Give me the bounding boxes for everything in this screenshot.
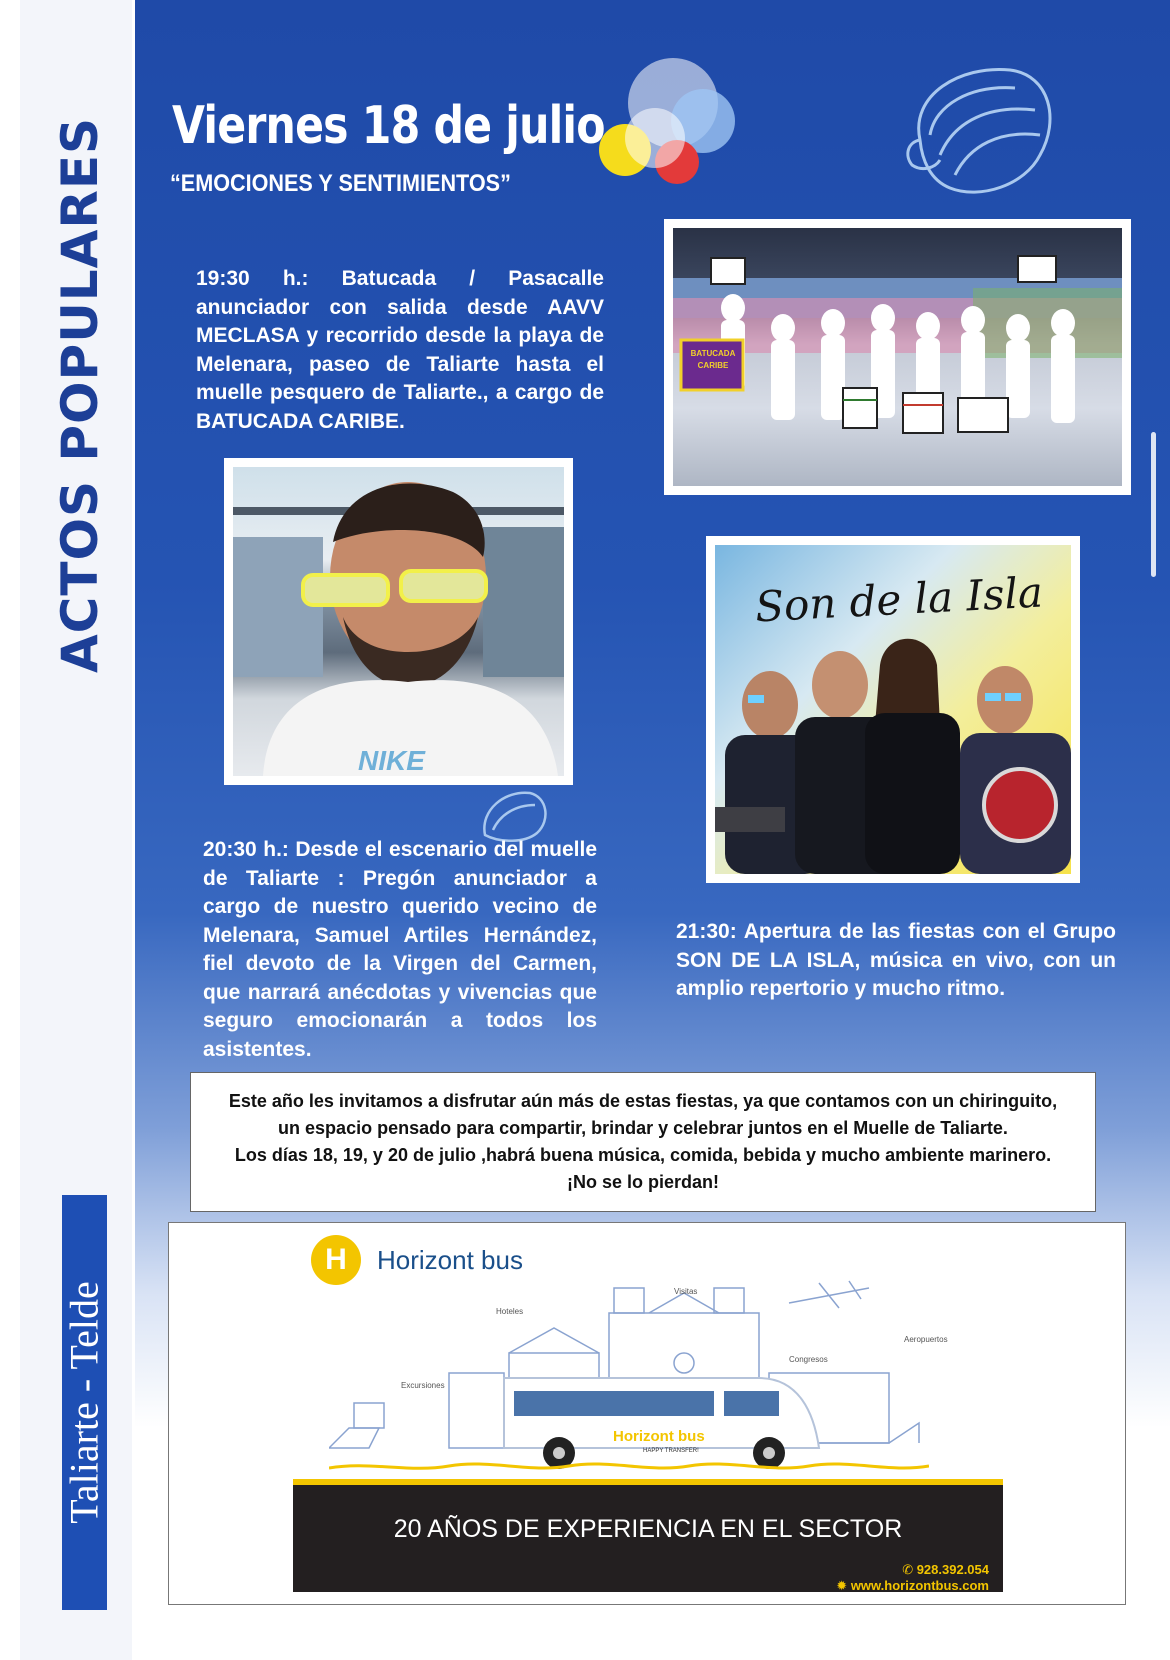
sun-icon: ✹ <box>836 1578 851 1593</box>
section-title-text: ACTOS POPULARES <box>51 116 110 674</box>
band-photo-title: Son de la Isla <box>753 567 1045 632</box>
ad-website[interactable] <box>836 1578 989 1594</box>
bubbles-decoration <box>585 55 735 195</box>
bus-side-text: Horizont bus <box>613 1428 705 1445</box>
band-photo <box>706 536 1080 883</box>
batucada-banner-text: BATUCADA CARIBE <box>690 349 736 370</box>
label-excursiones: Excursiones <box>401 1381 445 1390</box>
ad-slogan-band <box>293 1479 1003 1592</box>
label-hoteles: Hoteles <box>496 1307 524 1316</box>
bus-tagline: HAPPY TRANSFER! <box>643 1448 699 1454</box>
event-3-text: 21:30: Apertura de las fiestas con el Grupo SON DE LA ISLA, música en vivo, con un amplio repertorio y mucho ritmo. <box>676 920 1116 1000</box>
page-title: Viernes 18 de julio <box>172 96 605 156</box>
side-margin <box>0 0 135 1660</box>
shirt-logo-text: NIKE <box>358 745 425 776</box>
location-text: Taliarte - Telde <box>62 1281 108 1524</box>
ad-website-url: www.horizontbus.com <box>850 1578 989 1593</box>
label-congresos: Congresos <box>789 1355 828 1364</box>
shell-icon <box>900 60 1060 210</box>
batucada-photo <box>664 219 1131 495</box>
bus-illustration <box>329 1273 929 1483</box>
event-2-text: 20:30 h.: Desde el escenario del muelle de Taliarte : Pregón anunciador a cargo de nuestro querido vecino de Melenara, Samuel Artiles Hernández, fiel devoto de la Virgen del Carmen, que narrará anécdotas y vivencias que seguro emocionarán a todos los asistentes. <box>203 838 597 1061</box>
label-visitas: Visitas <box>674 1287 698 1296</box>
scrollbar-thumb[interactable] <box>1151 432 1156 577</box>
page-subtitle: “EMOCIONES Y SENTIMIENTOS” <box>170 170 511 197</box>
notice-line-1: Este año les invitamos a disfrutar aún más de estas fiestas, ya que contamos con un chiringuito, <box>228 1091 1058 1111</box>
ad-phone-number: 928.392.054 <box>916 1562 989 1577</box>
event-1-text: 19:30 h.: Batucada / Pasacalle anunciador con salida desde AAVV MECLASA y recorrido desde la playa de Melenara, paseo de Taliarte hasta el muelle pesquero de Taliarte., a cargo de BATUCADA CARIBE. <box>196 267 604 433</box>
chiringuito-notice <box>190 1072 1096 1212</box>
location-label <box>62 1195 107 1610</box>
section-title <box>50 116 110 674</box>
notice-line-2: un espacio pensado para compartir, brindar y celebrar juntos en el Muelle de Taliarte. <box>278 1118 1008 1138</box>
notice-line-3: Los días 18, 19, y 20 de julio ,habrá buena música, comida, bebida y mucho ambiente marinero. <box>234 1145 1052 1165</box>
ad-phone[interactable] <box>902 1562 989 1578</box>
horizont-bus-ad[interactable] <box>168 1222 1126 1605</box>
notice-line-4: ¡No se lo pierdan! <box>566 1172 719 1192</box>
speaker-photo <box>224 458 573 785</box>
ad-slogan: 20 AÑOS DE EXPERIENCIA EN EL SECTOR <box>393 1515 903 1543</box>
ad-brand-name: Horizont bus <box>377 1244 523 1275</box>
phone-icon: ✆ <box>902 1562 917 1577</box>
label-aeropuertos: Aeropuertos <box>904 1335 948 1344</box>
horizont-logo-icon: H <box>311 1235 361 1285</box>
